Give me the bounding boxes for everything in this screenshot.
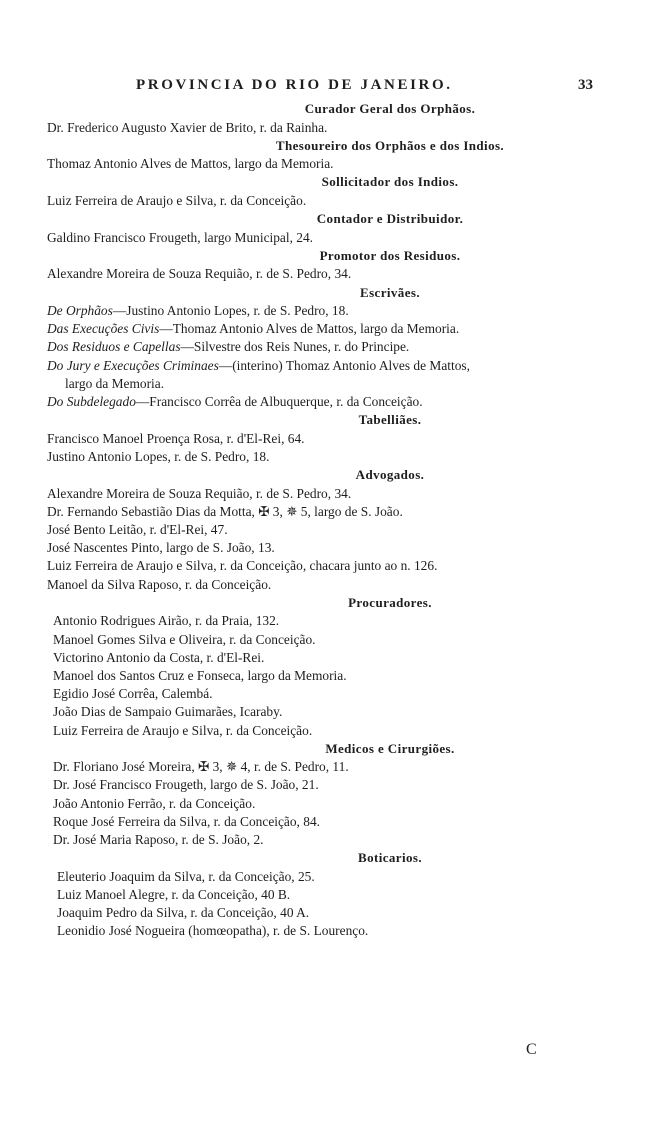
entry-label: Das Execuções Civis [47, 321, 160, 337]
directory-entry [47, 703, 637, 721]
directory-section [47, 173, 637, 210]
entry-text: —Thomaz Antonio Alves de Mattos, largo da Memoria. [159, 321, 460, 337]
entry-text: Eleuterio Joaquim da Silva, r. da Conceição, 25. [57, 868, 315, 884]
directory-section [47, 849, 637, 940]
directory-entry [47, 795, 637, 813]
entry-text: Manoel Gomes Silva e Oliveira, r. da Conceição. [53, 631, 316, 647]
directory-entry [47, 557, 637, 575]
entry-label: Do Subdelegado [47, 394, 136, 410]
section-heading: Promotor dos Residuos. [319, 247, 461, 263]
directory-entry [47, 922, 637, 940]
directory-entry [47, 503, 637, 521]
directory-entry [47, 302, 637, 320]
directory-entry [47, 886, 637, 904]
directory-entry [47, 649, 637, 667]
entry-text: Alexandre Moreira de Souza Requião, r. de S. Pedro, 34. [47, 485, 352, 501]
directory-entry [47, 667, 637, 685]
entry-label: Do Jury e Execuções Criminaes [47, 357, 219, 373]
entry-text: José Nascentes Pinto, largo de S. João, 13. [47, 540, 275, 556]
section-heading: Sollicitador dos Indios. [321, 174, 459, 190]
directory-entry [47, 576, 637, 594]
directory-entry [47, 539, 637, 557]
directory-entry [47, 357, 637, 375]
directory-section [47, 466, 637, 594]
directory-section [47, 247, 637, 284]
directory-section [47, 284, 637, 412]
entry-text: Dr. José Maria Raposo, r. de S. João, 2. [53, 832, 264, 848]
directory-entry [47, 831, 637, 849]
directory-entry [47, 265, 637, 283]
directory-content [47, 100, 637, 941]
directory-entry [47, 722, 637, 740]
section-heading: Contador e Distribuidor. [316, 211, 464, 227]
running-title: PROVINCIA DO RIO DE JANEIRO. [136, 77, 453, 93]
entry-label: De Orphãos [47, 303, 113, 319]
directory-entry [47, 904, 637, 922]
entry-text: Alexandre Moreira de Souza Requião, r. de S. Pedro, 34. [47, 266, 352, 282]
entry-text: João Dias de Sampaio Guimarães, Icaraby. [53, 704, 283, 720]
entry-text: Manoel dos Santos Cruz e Fonseca, largo da Memoria. [53, 667, 347, 683]
directory-section [47, 100, 637, 137]
entry-text: Joaquim Pedro da Silva, r. da Conceição, 40 A. [57, 905, 310, 921]
entry-text: Antonio Rodrigues Airão, r. da Praia, 132. [53, 613, 280, 629]
page-number: 33 [578, 77, 593, 93]
entry-text: Dr. Frederico Augusto Xavier de Brito, r. da Rainha. [47, 119, 328, 135]
directory-entry [47, 192, 637, 210]
directory-entry [47, 375, 637, 393]
entry-text: José Bento Leitão, r. d'El-Rei, 47. [47, 522, 228, 538]
directory-entry [47, 521, 637, 539]
directory-entry [47, 119, 637, 137]
entry-text: Victorino Antonio da Costa, r. d'El-Rei. [53, 649, 265, 665]
directory-entry [47, 758, 637, 776]
directory-entry [47, 448, 637, 466]
entry-text: Francisco Manoel Proença Rosa, r. d'El-Rei, 64. [47, 430, 305, 446]
entry-text: Luiz Ferreira de Araujo e Silva, r. da Conceição, chacara junto ao n. 126. [47, 558, 438, 574]
entry-text: largo da Memoria. [65, 375, 165, 391]
directory-section [47, 210, 637, 247]
entry-text: Justino Antonio Lopes, r. de S. Pedro, 18. [47, 448, 270, 464]
directory-entry [47, 868, 637, 886]
entry-label: Dos Residuos e Capellas [47, 339, 181, 355]
directory-entry [47, 229, 637, 247]
entry-text: Thomaz Antonio Alves de Mattos, largo da Memoria. [47, 156, 334, 172]
directory-entry [47, 393, 637, 411]
entry-text: —Justino Antonio Lopes, r. de S. Pedro, 18. [112, 303, 349, 319]
section-heading: Medicos e Cirurgiões. [325, 740, 455, 756]
directory-entry [47, 612, 637, 630]
entry-text: Luiz Manoel Alegre, r. da Conceição, 40 B. [57, 887, 291, 902]
entry-text: —Francisco Corrêa de Albuquerque, r. da Conceição. [135, 394, 423, 410]
entry-text: Luiz Ferreira de Araujo e Silva, r. da Conceição. [47, 192, 307, 208]
entry-text: Dr. Floriano José Moreira, ✠ 3, ✵ 4, r. de S. Pedro, 11. [53, 759, 349, 775]
directory-entry [47, 685, 637, 703]
directory-entry [47, 776, 637, 794]
section-heading: Advogados. [355, 467, 425, 483]
directory-section [47, 137, 637, 174]
entry-text: Luiz Ferreira de Araujo e Silva, r. da Conceição. [53, 722, 313, 738]
section-heading: Tabelliães. [358, 412, 422, 428]
section-heading: Boticarios. [358, 850, 422, 866]
entry-text: Dr. Fernando Sebastião Dias da Motta, ✠ 3, ✵ 5, largo de S. João. [47, 503, 403, 519]
entry-text: João Antonio Ferrão, r. da Conceição. [53, 795, 256, 811]
entry-text: —Silvestre dos Reis Nunes, r. do Principe. [180, 339, 410, 355]
section-heading: Curador Geral dos Orphãos. [304, 101, 476, 116]
directory-section [47, 594, 637, 740]
signature-mark: C [526, 1041, 537, 1058]
directory-section [47, 411, 637, 466]
directory-entry [47, 155, 637, 173]
entry-text: Dr. José Francisco Frougeth, largo de S. João, 21. [53, 777, 319, 793]
entry-text: —(interino) Thomaz Antonio Alves de Mattos, [218, 357, 470, 373]
entry-text: Manoel da Silva Raposo, r. da Conceição. [47, 576, 272, 592]
section-heading: Procuradores. [348, 594, 432, 610]
directory-entry [47, 338, 637, 356]
directory-entry [47, 813, 637, 831]
directory-section [47, 740, 637, 850]
entry-text: Leonidio José Nogueira (homœopatha), r. de S. Lourenço. [57, 923, 369, 939]
section-heading: Thesoureiro dos Orphãos e dos Indios. [275, 137, 505, 153]
directory-entry [47, 631, 637, 649]
entry-text: Egidio José Corrêa, Calembá. [53, 686, 213, 702]
section-heading: Escrivães. [360, 284, 420, 300]
running-head [0, 77, 661, 97]
directory-entry [47, 320, 637, 338]
directory-entry [47, 430, 637, 448]
entry-text: Galdino Francisco Frougeth, largo Municipal, 24. [47, 229, 314, 245]
entry-text: Roque José Ferreira da Silva, r. da Conceição, 84. [53, 813, 320, 829]
directory-entry [47, 485, 637, 503]
